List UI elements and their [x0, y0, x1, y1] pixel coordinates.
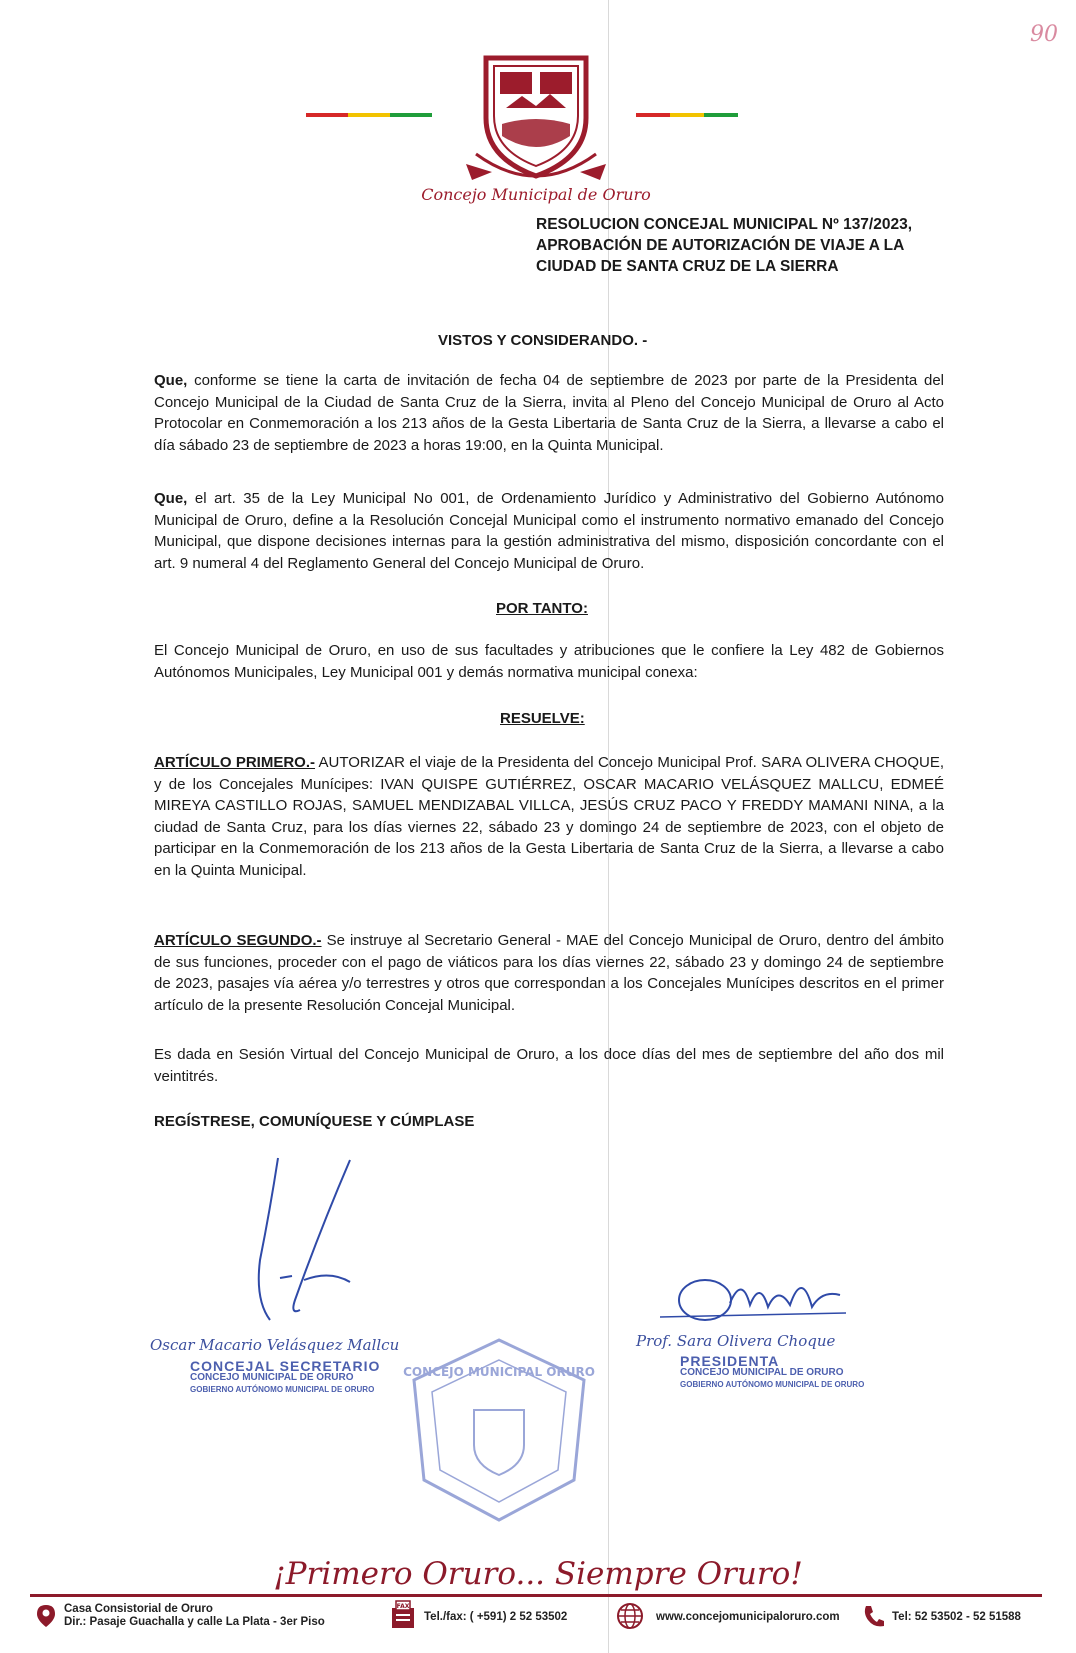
footer-web: www.concejomunicipaloruro.com: [656, 1611, 840, 1623]
resolution-title: [536, 214, 956, 277]
signature-right-role: PRESIDENTA: [680, 1353, 780, 1369]
title-line-2: APROBACIÓN DE AUTORIZACIÓN DE VIAJE A LA: [536, 237, 905, 254]
paragraph-2-text: el art. 35 de la Ley Municipal No 001, de Ordenamiento Jurídico y Administrativo del Gobierno Autónomo Municipal de Oruro, define a la Resolución Concejal Municipal como el instrumento normativo emanado del Concejo Municipal, que dispone decisiones internas para la gestión administrativa del mismo, disposición concordante con el art. 9 numeral 4 del Reglamento General del Concejo Municipal de Oruro.: [154, 490, 944, 572]
signature-right-stamp: [680, 1355, 864, 1391]
article-primero-lead: ARTÍCULO PRIMERO.-: [154, 754, 316, 771]
paragraph-1-lead: Que,: [154, 372, 188, 389]
section-resuelve: RESUELVE:: [500, 710, 585, 727]
phone-icon: [862, 1604, 886, 1628]
paragraph-1-text: conforme se tiene la carta de invitación de fecha 04 de septiembre de 2023 por parte de la Presidenta del Concejo Municipal de la Ciudad de Santa Cruz de la Sierra, invita al Pleno del Concejo Municipal de Oruro al Acto Protocolar en Conmemoración a los 213 años de la Gesta Libertaria de Santa Cruz de la Sierra, a llevarse a cabo el día sábado 23 de septiembre de 2023 a horas 19:00, en la Quinta Municipal.: [154, 372, 944, 454]
paragraph-1: [154, 370, 944, 456]
signature-left-role: CONCEJAL SECRETARIO: [190, 1358, 381, 1374]
article-segundo: [154, 930, 944, 1016]
signature-left-stamp: [190, 1360, 380, 1396]
flag-line-right: [636, 113, 738, 117]
article-segundo-lead: ARTÍCULO SEGUNDO.-: [154, 932, 322, 949]
fax-icon: [390, 1600, 416, 1630]
paragraph-3: El Concejo Municipal de Oruro, en uso de sus facultades y atribuciones que le confiere la Ley 482 de Gobiernos Autónomos Municipales, Ley Municipal 001 y demás normativa municipal conexa:: [154, 642, 944, 681]
seal-text: CONCEJO MUNICIPAL ORURO: [403, 1365, 595, 1379]
flag-line-left: [306, 113, 432, 117]
dada-paragraph: Es dada en Sesión Virtual del Concejo Municipal de Oruro, a los doce días del mes de septiembre del año dos mil veintitrés.: [154, 1046, 944, 1085]
footer-bar: [30, 1594, 1042, 1597]
title-line-3: CIUDAD DE SANTA CRUZ DE LA SIERRA: [536, 258, 839, 275]
section-por-tanto: POR TANTO:: [496, 600, 588, 617]
logo-text: Concejo Municipal de Oruro: [421, 185, 651, 204]
signature-left-name: Oscar Macario Velásquez Mallcu: [150, 1336, 400, 1354]
signature-left-line3: GOBIERNO AUTÓNOMO MUNICIPAL DE ORURO: [190, 1385, 375, 1394]
page-number: 90: [1030, 22, 1058, 47]
footer-address-title: Casa Consistorial de Oruro: [64, 1603, 213, 1615]
signature-left: [200, 1150, 380, 1330]
concejo-logo: [421, 48, 651, 208]
paragraph-2: [154, 488, 944, 574]
fax-icon-label: FAX: [396, 1603, 410, 1610]
section-vistos: VISTOS Y CONSIDERANDO. -: [438, 332, 648, 349]
footer-fax: Tel./fax: ( +591) 2 52 53502: [424, 1611, 568, 1623]
footer-address-line: Dir.: Pasaje Guachalla y calle La Plata - 3er Piso: [64, 1616, 325, 1628]
article-primero-text: AUTORIZAR el viaje de la Presidenta del Concejo Municipal Prof. SARA OLIVERA CHOQUE, y de los Concejales Munícipes: IVAN QUISPE GUTIÉRREZ, OSCAR MACARIO VELÁSQUEZ MALLCU, EDMEÉ MIREYA CASTILLO ROJAS, SAMUEL MENDIZABAL VILLCA, JESÚS CRUZ PACO Y FREDDY MAMANI NINA, a la ciudad de Santa Cruz, para los días viernes 22, sábado 23 y domingo 24 de septiembre de 2023, con el objeto de participar en la Conmemoración de los 213 años de la Gesta Libertaria de Santa Cruz de la Sierra, a llevarse a cabo en la Quinta Municipal.: [154, 754, 945, 879]
closing-formula: REGÍSTRESE, COMUNÍQUESE Y CÚMPLASE: [154, 1113, 475, 1130]
title-line-1: RESOLUCION CONCEJAL MUNICIPAL Nº 137/2023,: [536, 216, 913, 233]
footer-tel: Tel: 52 53502 - 52 51588: [892, 1611, 1021, 1623]
article-segundo-text: Se instruye al Secretario General - MAE del Concejo Municipal de Oruro, dentro del ámbito de sus funciones, proceder con el pago de viáticos para los días viernes 22, sábado 23 y domingo 24 de septiembre de 2023, pasajes vía aérea y/o terrestres y otros que correspondan a los Concejales Munícipes descritos en el primer artículo de la presente Resolución Concejal Municipal.: [154, 932, 944, 1014]
signature-right-line2: CONCEJO MUNICIPAL DE ORURO: [680, 1367, 844, 1378]
signature-right-name: Prof. Sara Olivera Choque: [636, 1332, 836, 1350]
official-seal: [394, 1330, 604, 1530]
footer-address: [64, 1603, 325, 1629]
paragraph-2-lead: Que,: [154, 490, 188, 507]
article-primero: [154, 752, 944, 881]
signature-right-line3: GOBIERNO AUTÓNOMO MUNICIPAL DE ORURO: [680, 1380, 865, 1389]
slogan: ¡Primero Oruro... Siempre Oruro!: [273, 1556, 803, 1592]
globe-icon: [616, 1602, 644, 1630]
location-pin-icon: [36, 1604, 56, 1628]
signature-left-line2: CONCEJO MUNICIPAL DE ORURO: [190, 1372, 354, 1383]
